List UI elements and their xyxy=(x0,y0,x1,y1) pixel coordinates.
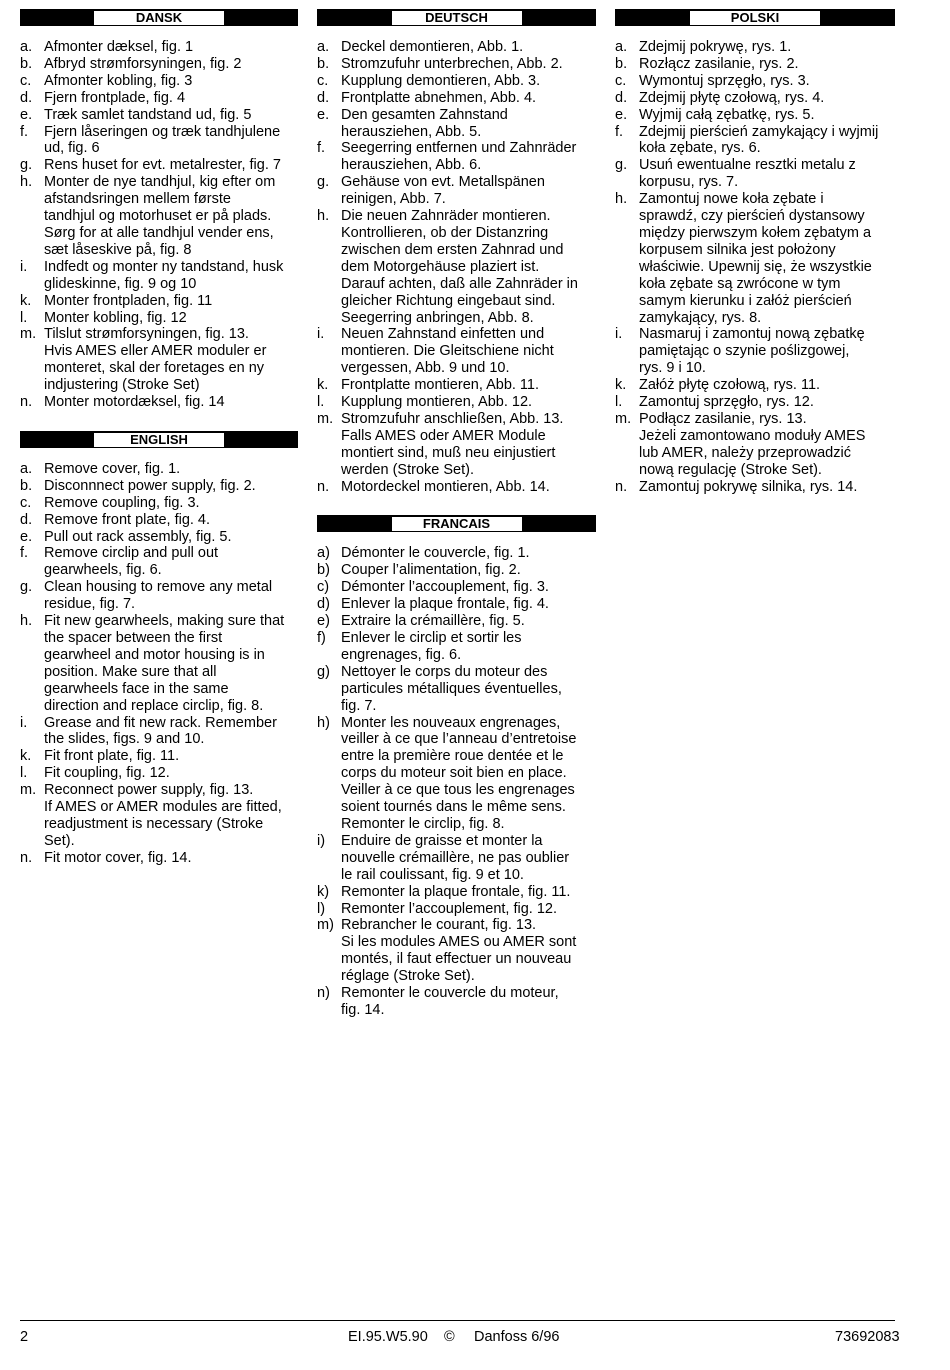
step-text: Monter de nye tandhjul, kig efter om afstandsringen mellem første tandhjul og motorhuset er på plads. Sørg for at alle tandhjul vender ens, sæt låseskive på, fig. 8 xyxy=(44,174,276,258)
list-item xyxy=(20,529,298,546)
step-letter: b. xyxy=(317,55,330,72)
doc-code: EI.95.W5.90 xyxy=(348,1329,428,1345)
step-letter: i. xyxy=(20,258,28,275)
list-item xyxy=(615,90,895,107)
step-text: Enlever le circlip et sortir les engrenages, fig. 6. xyxy=(341,630,522,663)
list-item xyxy=(615,394,895,411)
step-letter: e. xyxy=(20,106,33,123)
step-letter: n. xyxy=(20,394,33,411)
step-text: Zamontuj pokrywę silnika, rys. 14. xyxy=(639,478,858,495)
step-letter: m. xyxy=(20,782,37,799)
step-text: Monter motordæksel, fig. 14 xyxy=(44,394,225,411)
company-date: Danfoss 6/96 xyxy=(474,1329,560,1345)
step-text: Remonter l’accouplement, fig. 12. xyxy=(341,900,557,917)
section-header-english xyxy=(20,431,298,448)
step-letter: l) xyxy=(317,900,326,917)
step-letter: f. xyxy=(615,123,624,140)
step-letter: d. xyxy=(317,89,330,106)
list-item xyxy=(317,562,596,579)
list-item xyxy=(20,310,298,327)
step-text: Die neuen Zahnräder montieren. Kontrollieren, ob der Distanzring zwischen dem ersten Zahnrad und dem Motorgehäuse plaziert ist. Darauf achten, daß alle Zahnräder in gleicher Richtung eingebaut sind. Seegerring anbringen, Abb. 8. xyxy=(341,208,578,326)
step-letter: f. xyxy=(20,545,29,562)
list-item xyxy=(317,377,596,394)
column-middle xyxy=(317,9,596,1019)
list-item xyxy=(317,140,596,174)
step-letter: m. xyxy=(317,410,334,427)
step-text: Zdejmij pierścień zamykający i wyjmij koła zębate, rys. 6. xyxy=(639,123,879,157)
step-letter: c) xyxy=(317,579,330,596)
step-text: Rozłącz zasilanie, rys. 2. xyxy=(639,55,799,72)
step-letter: h. xyxy=(20,613,33,630)
list-item xyxy=(20,545,298,579)
step-text: Enduire de graisse et monter la nouvelle crémaillère, ne pas oublier le rail coulissant, fig. 9 et 10. xyxy=(341,832,570,883)
step-letter: i. xyxy=(20,714,28,731)
step-text: Tilslut strømforsyningen, fig. 13. Hvis AMES eller AMER moduler er monteret, skal der foretages en ny indjustering (Stroke Set) xyxy=(44,326,267,394)
step-letter: m. xyxy=(615,410,632,427)
list-item xyxy=(20,765,298,782)
step-text: Fjern frontplade, fig. 4 xyxy=(44,89,186,106)
step-letter: l. xyxy=(20,765,28,782)
step-letter: i. xyxy=(615,326,623,343)
step-letter: e) xyxy=(317,613,330,630)
step-letter: k. xyxy=(317,377,329,394)
list-item xyxy=(317,90,596,107)
step-letter: m. xyxy=(20,326,37,343)
list-item xyxy=(317,917,596,985)
step-letter: c. xyxy=(615,72,627,89)
step-text: Podłącz zasilanie, rys. 13. Jeżeli zamontowano moduły AMES lub AMER, należy przeprowadzić nową regulację (Stroke Set). xyxy=(639,410,866,478)
step-letter: b) xyxy=(317,562,330,579)
step-letter: d. xyxy=(615,89,628,106)
steps-list-english xyxy=(20,461,298,867)
list-item xyxy=(20,90,298,107)
list-item xyxy=(615,377,895,394)
list-item xyxy=(317,715,596,833)
step-letter: d. xyxy=(20,511,33,528)
list-item xyxy=(20,394,298,411)
step-text: Zamontuj sprzęgło, rys. 12. xyxy=(639,394,814,411)
list-item xyxy=(317,326,596,377)
step-letter: e. xyxy=(20,528,33,545)
step-letter: h. xyxy=(615,191,628,208)
step-text: Afbryd strømforsyningen, fig. 2 xyxy=(44,55,242,72)
step-text: Usuń ewentualne resztki metalu z korpusu, rys. 7. xyxy=(639,157,856,191)
step-text: Afmonter kobling, fig. 3 xyxy=(44,72,193,89)
step-text: Motordeckel montieren, Abb. 14. xyxy=(341,478,550,495)
list-item xyxy=(317,56,596,73)
list-item xyxy=(317,411,596,479)
step-text: Remonter le couvercle du moteur, fig. 14. xyxy=(341,985,559,1018)
list-item xyxy=(20,157,298,174)
list-item xyxy=(20,461,298,478)
list-item xyxy=(317,545,596,562)
list-item xyxy=(20,495,298,512)
list-item xyxy=(317,208,596,326)
step-letter: g. xyxy=(20,579,33,596)
section-title: POLSKI xyxy=(690,11,820,25)
list-item xyxy=(317,107,596,141)
list-item xyxy=(20,715,298,749)
step-text: Fjern låseringen og træk tandhjulene ud, fig. 6 xyxy=(44,123,281,157)
list-item xyxy=(317,901,596,918)
step-letter: i. xyxy=(317,326,325,343)
step-letter: n. xyxy=(615,478,628,495)
step-letter: k. xyxy=(20,292,32,309)
step-letter: g) xyxy=(317,663,330,680)
step-letter: k. xyxy=(615,377,627,394)
step-letter: a. xyxy=(20,39,33,55)
step-text: Remove coupling, fig. 3. xyxy=(44,494,200,511)
section-title: ENGLISH xyxy=(94,433,224,447)
list-item xyxy=(615,411,895,479)
step-text: Zamontuj nowe koła zębate i sprawdź, czy pierścień dystansowy między pierwszym kołem zębatym a korpusem silnika jest położony właściwie. Upewnij się, że wszystkie koła zębate są zwrócone w tym samym kierunku i załóż pierścień zamykający, rys. 8. xyxy=(639,191,872,326)
step-text: Indfedt og monter ny tandstand, husk glideskinne, fig. 9 og 10 xyxy=(44,258,284,292)
step-text: Wymontuj sprzęgło, rys. 3. xyxy=(639,72,810,89)
step-text: Extraire la crémaillère, fig. 5. xyxy=(341,613,525,630)
step-text: Træk samlet tandstand ud, fig. 5 xyxy=(44,106,252,123)
step-letter: l. xyxy=(317,394,325,411)
list-item xyxy=(317,833,596,884)
step-text: Stromzufuhr anschließen, Abb. 13. Falls AMES oder AMER Module montiert sind, muß neu einjustiert werden (Stroke Set). xyxy=(341,410,564,478)
list-item xyxy=(615,479,895,496)
step-letter: a. xyxy=(20,460,33,477)
step-text: Kupplung montieren, Abb. 12. xyxy=(341,394,533,411)
list-item xyxy=(317,174,596,208)
step-letter: a) xyxy=(317,545,330,562)
list-item xyxy=(20,174,298,259)
list-item xyxy=(615,56,895,73)
list-item xyxy=(20,39,298,56)
step-letter: h. xyxy=(317,208,330,225)
step-letter: i) xyxy=(317,832,326,849)
step-text: Rens huset for evt. metalrester, fig. 7 xyxy=(44,157,281,174)
step-text: Zdejmij płytę czołową, rys. 4. xyxy=(639,89,825,106)
list-item xyxy=(317,579,596,596)
step-letter: g. xyxy=(317,174,330,191)
step-letter: m) xyxy=(317,917,334,934)
step-text: Grease and fit new rack. Remember the slides, figs. 9 and 10. xyxy=(44,714,277,748)
column-left xyxy=(20,9,298,867)
step-letter: b. xyxy=(20,477,33,494)
step-text: Nettoyer le corps du moteur des particules métalliques éventuelles, fig. 7. xyxy=(341,663,562,714)
step-letter: b. xyxy=(20,55,33,72)
column-right xyxy=(615,9,895,495)
step-text: Remonter la plaque frontale, fig. 11. xyxy=(341,883,571,900)
step-letter: g. xyxy=(615,157,628,174)
step-text: Couper l’alimentation, fig. 2. xyxy=(341,562,521,579)
step-text: Rebrancher le courant, fig. 13. Si les modules AMES ou AMER sont montés, il faut effectuer un nouveau réglage (Stroke Set). xyxy=(341,917,577,985)
section-title: FRANCAIS xyxy=(392,517,522,531)
step-letter: n) xyxy=(317,985,330,1002)
step-letter: f. xyxy=(20,123,29,140)
step-text: Monter frontpladen, fig. 11 xyxy=(44,292,213,309)
step-text: Nasmaruj i zamontuj nową zębatkę pamiętając o szynie poślizgowej, rys. 9 i 10. xyxy=(639,326,865,377)
section-title: DANSK xyxy=(94,11,224,25)
step-text: Załóż płytę czołową, rys. 11. xyxy=(639,377,821,394)
step-text: Monter kobling, fig. 12 xyxy=(44,309,187,326)
step-letter: n. xyxy=(317,478,330,495)
list-item xyxy=(20,293,298,310)
list-item xyxy=(20,512,298,529)
step-text: Fit new gearwheels, making sure that the spacer between the first gearwheel and motor housing is in position. Make sure that all gearwheels face in the same direction and replace circlip, fig. 8. xyxy=(44,613,285,714)
list-item xyxy=(615,157,895,191)
step-text: Disconnnect power supply, fig. 2. xyxy=(44,477,256,494)
step-text: Neuen Zahnstand einfetten und montieren. Die Gleitschiene nicht vergessen, Abb. 9 und 10. xyxy=(341,326,554,377)
step-text: Fit coupling, fig. 12. xyxy=(44,765,170,782)
page-number: 2 xyxy=(20,1329,29,1345)
list-item xyxy=(317,479,596,496)
steps-list-deutsch xyxy=(317,39,596,495)
list-item xyxy=(20,73,298,90)
step-text: Frontplatte montieren, Abb. 11. xyxy=(341,377,540,394)
section-header-dansk xyxy=(20,9,298,26)
step-letter: n. xyxy=(20,849,33,866)
section-title: DEUTSCH xyxy=(392,11,522,25)
step-letter: k. xyxy=(20,748,32,765)
section-header-deutsch xyxy=(317,9,596,26)
footer-divider xyxy=(20,1320,895,1321)
list-item xyxy=(317,394,596,411)
list-item xyxy=(20,579,298,613)
step-letter: e. xyxy=(615,106,628,123)
step-letter: g. xyxy=(20,157,33,174)
list-item xyxy=(20,56,298,73)
list-item xyxy=(20,748,298,765)
step-letter: d) xyxy=(317,596,330,613)
step-letter: f. xyxy=(317,140,326,157)
step-text: Remove front plate, fig. 4. xyxy=(44,511,211,528)
step-letter: a. xyxy=(615,39,628,55)
list-item xyxy=(20,478,298,495)
list-item xyxy=(615,107,895,124)
list-item xyxy=(317,884,596,901)
list-item xyxy=(20,259,298,293)
step-text: Démonter l’accouplement, fig. 3. xyxy=(341,579,549,596)
steps-list-polski xyxy=(615,39,895,495)
step-text: Seegerring entfernen und Zahnräder herausziehen, Abb. 6. xyxy=(341,140,577,174)
step-letter: c. xyxy=(20,494,32,511)
list-item xyxy=(615,73,895,90)
step-text: Gehäuse von evt. Metallspänen reinigen, Abb. 7. xyxy=(341,174,545,208)
list-item xyxy=(20,782,298,850)
section-header-polski xyxy=(615,9,895,26)
step-letter: l. xyxy=(615,394,623,411)
list-item xyxy=(20,107,298,124)
step-letter: c. xyxy=(20,72,32,89)
list-item xyxy=(317,73,596,90)
step-text: Stromzufuhr unterbrechen, Abb. 2. xyxy=(341,55,563,72)
step-text: Démonter le couvercle, fig. 1. xyxy=(341,545,530,562)
list-item xyxy=(615,326,895,377)
steps-list-dansk xyxy=(20,39,298,411)
list-item xyxy=(20,326,298,394)
step-text: Kupplung demontieren, Abb. 3. xyxy=(341,72,541,89)
step-text: Deckel demontieren, Abb. 1. xyxy=(341,39,524,55)
step-letter: h. xyxy=(20,174,33,191)
step-text: Zdejmij pokrywę, rys. 1. xyxy=(639,39,792,55)
step-text: Remove cover, fig. 1. xyxy=(44,460,181,477)
step-letter: h) xyxy=(317,714,330,731)
step-text: Pull out rack assembly, fig. 5. xyxy=(44,528,232,545)
step-letter: k) xyxy=(317,883,330,900)
step-text: Wyjmij całą zębatkę, rys. 5. xyxy=(639,106,815,123)
step-letter: e. xyxy=(317,106,330,123)
step-letter: b. xyxy=(615,55,628,72)
list-item xyxy=(317,985,596,1019)
step-letter: c. xyxy=(317,72,329,89)
list-item xyxy=(20,850,298,867)
step-text: Monter les nouveaux engrenages, veiller à ce que l’anneau d’entretoise entre la première roue dentée et le corps du moteur soit bien en place. Veiller à ce que tous les engrenages soient tournés dans le même sens. Remonter le circlip, fig. 8. xyxy=(341,714,577,832)
list-item xyxy=(317,630,596,664)
list-item xyxy=(317,664,596,715)
list-item xyxy=(317,613,596,630)
step-letter: d. xyxy=(20,89,33,106)
list-item xyxy=(615,124,895,158)
step-text: Reconnect power supply, fig. 13. If AMES or AMER modules are fitted, readjustment is necessary (Stroke Set). xyxy=(44,782,282,849)
list-item xyxy=(20,124,298,158)
step-letter: l. xyxy=(20,309,28,326)
steps-list-francais xyxy=(317,545,596,1018)
step-text: Fit motor cover, fig. 14. xyxy=(44,849,192,866)
list-item xyxy=(615,191,895,326)
step-text: Den gesamten Zahnstand herausziehen, Abb. 5. xyxy=(341,106,508,140)
step-text: Remove circlip and pull out gearwheels, fig. 6. xyxy=(44,545,219,579)
list-item xyxy=(20,613,298,714)
copyright-symbol: © xyxy=(444,1329,455,1345)
section-header-francais xyxy=(317,515,596,532)
step-text: Fit front plate, fig. 11. xyxy=(44,748,180,765)
step-letter: a. xyxy=(317,39,330,55)
list-item xyxy=(317,596,596,613)
step-text: Afmonter dæksel, fig. 1 xyxy=(44,39,194,55)
step-letter: f) xyxy=(317,630,326,646)
step-text: Frontplatte abnehmen, Abb. 4. xyxy=(341,89,537,106)
list-item xyxy=(615,39,895,56)
list-item xyxy=(317,39,596,56)
step-text: Enlever la plaque frontale, fig. 4. xyxy=(341,596,549,613)
step-text: Clean housing to remove any metal residue, fig. 7. xyxy=(44,579,273,613)
part-number: 73692083 xyxy=(835,1329,900,1345)
